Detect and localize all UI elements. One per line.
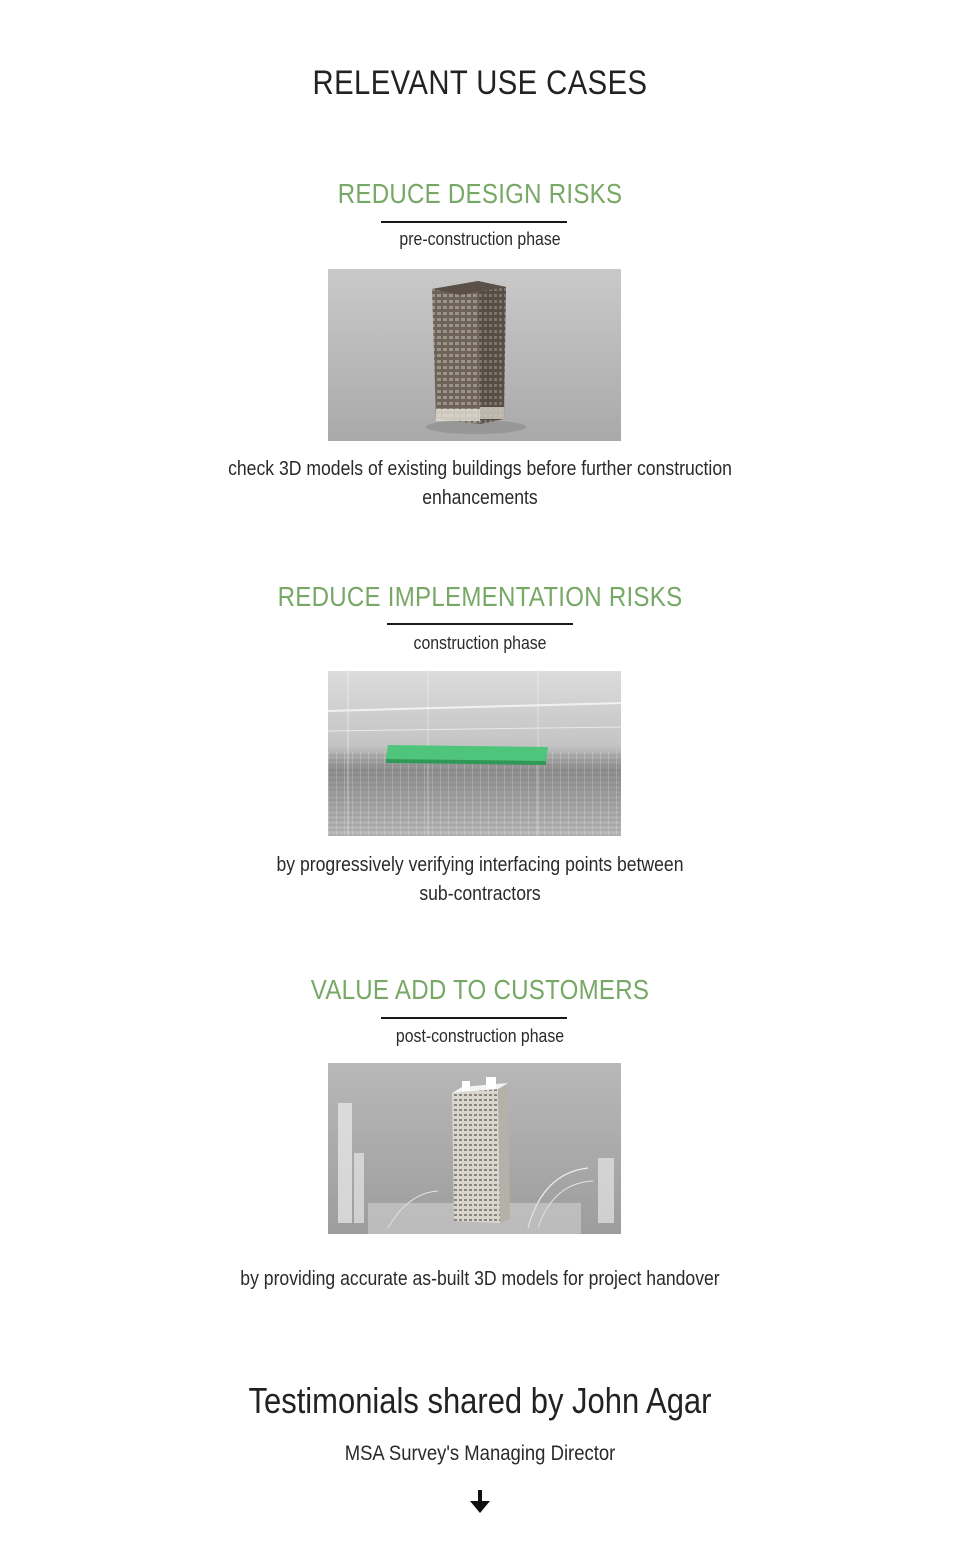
description-line: enhancements bbox=[422, 487, 538, 509]
section-description bbox=[58, 455, 903, 513]
description-line: by progressively verifying interfacing points between bbox=[276, 854, 684, 876]
section-title: VALUE ADD TO CUSTOMERS bbox=[310, 974, 650, 1005]
section-divider bbox=[387, 623, 573, 625]
testimonials-title: Testimonials shared by John Agar bbox=[248, 1380, 712, 1421]
point-cloud-interior-image bbox=[328, 671, 621, 836]
section-title: REDUCE IMPLEMENTATION RISKS bbox=[277, 581, 683, 612]
building-model-image bbox=[328, 269, 621, 441]
section-title: REDUCE DESIGN RISKS bbox=[337, 178, 623, 209]
description-line: sub-contractors bbox=[419, 883, 541, 905]
description-line: check 3D models of existing buildings before further construction bbox=[228, 458, 732, 480]
phase-label: post-construction phase bbox=[395, 1026, 565, 1046]
arrow-down-icon[interactable] bbox=[466, 1488, 494, 1516]
description-line: by providing accurate as-built 3D models for project handover bbox=[240, 1268, 720, 1290]
as-built-model-image bbox=[328, 1063, 621, 1234]
section-divider bbox=[381, 1017, 567, 1019]
page-title: RELEVANT USE CASES bbox=[312, 64, 648, 102]
section-description bbox=[58, 851, 903, 909]
section-divider bbox=[381, 221, 567, 223]
section-description bbox=[58, 1265, 903, 1294]
phase-label: construction phase bbox=[413, 633, 547, 653]
testimonials-subtitle: MSA Survey's Managing Director bbox=[344, 1442, 616, 1465]
phase-label: pre-construction phase bbox=[399, 229, 561, 249]
